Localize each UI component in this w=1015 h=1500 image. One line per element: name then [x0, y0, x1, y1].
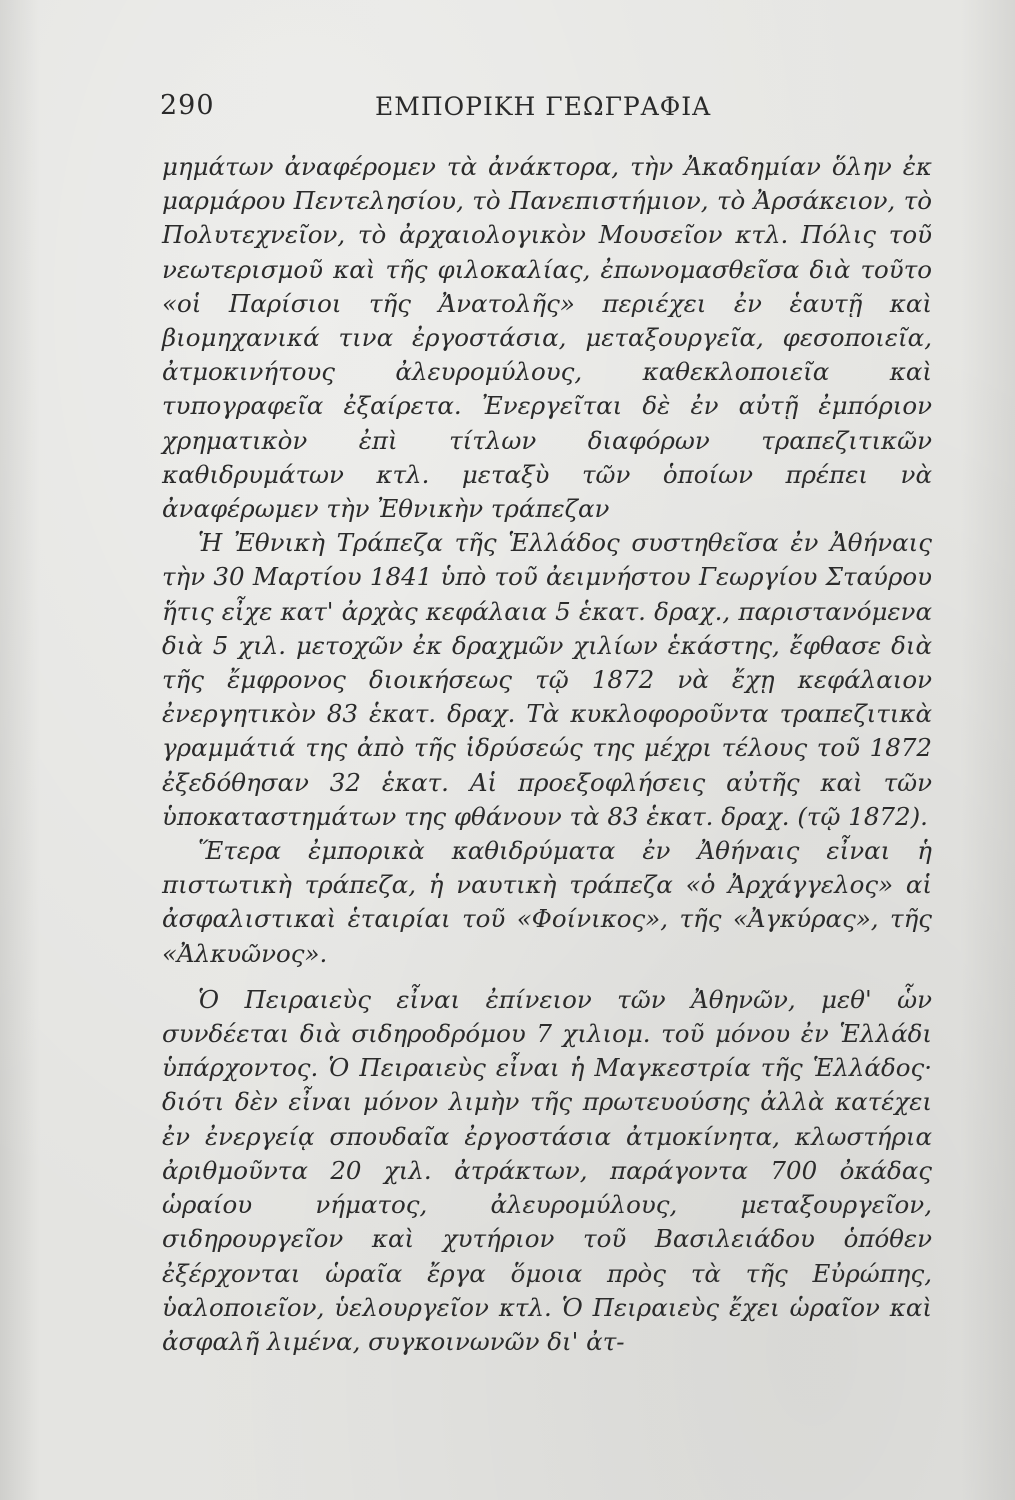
paragraph-piraeus: Ὁ Πειραιεὺς εἶναι ἐπίνειον τῶν Ἀθηνῶν, μεθ' ὧν συνδέεται διὰ σιδηροδρόμου 7 χιλιομ. τοῦ μόνου ἐν Ἑλλάδι ὑπάρχοντος. Ὁ Πειραιεὺς εἶναι ἡ Μαγκεστρία τῆς Ἑλλάδος· διότι δὲν εἶναι μόνον λιμὴν τῆς πρωτευούσης ἀλλὰ κατέχει ἐν ἐνεργείᾳ σπουδαῖα ἐργοστάσια ἀτμοκίνητα, κλωστήρια ἀριθμοῦντα 20 χιλ. ἀτράκτων, παράγοντα 700 ὀκάδας ὡραίου νήματος, ἀλευρομύλους, μεταξουργεῖον, σιδηρουργεῖον καὶ χυτήριον τοῦ Βασιλειάδου ὁπόθεν ἐξέρχονται ὡραῖα ἔργα ὅμοια πρὸς τὰ τῆς Εὐρώπης, ὑαλοποιεῖον, ὑελουργεῖον κτλ. Ὁ Πειραιεὺς ἔχει ὡραῖον καὶ ἀσφαλῆ λιμένα, συγκοινωνῶν δι' ἀτ- — [162, 984, 932, 1356]
paragraph-athens-buildings: μημάτων ἀναφέρομεν τὰ ἀνάκτορα, τὴν Ἀκαδημίαν ὅλην ἐκ μαρμάρου Πεντελησίου, τὸ Πανεπιστήμιον, τὸ Ἀρσάκειον, τὸ Πολυτεχνεῖον, τὸ ἀρχαιολογικὸν Μουσεῖον κτλ. Πόλις τοῦ νεωτερισμοῦ καὶ τῆς φιλοκαλίας, ἐπωνομασθεῖσα διὰ τοῦτο «οἱ Παρίσιοι τῆς Ἀνατολῆς» περιέχει ἐν ἑαυτῇ καὶ βιομηχανικά τινα ἐργοστάσια, μεταξουργεῖα, φεσοποιεῖα, ἀτμοκινήτους ἀλευρομύλους, καθεκλοποιεῖα καὶ τυπογραφεῖα ἐξαίρετα. Ἐνεργεῖται δὲ ἐν αὐτῇ ἐμπόριον χρηματικὸν ἐπὶ τίτλων διαφόρων τραπεζιτικῶν καθιδρυμάτων κτλ. μεταξὺ τῶν ὁποίων πρέπει νὰ ἀναφέρωμεν τὴν Ἐθνικὴν τράπεζαν — [162, 152, 932, 524]
body-text — [162, 150, 932, 1359]
paragraph-other-institutions: Ἕτερα ἐμπορικὰ καθιδρύματα ἐν Ἀθήναις εἶναι ἡ πιστωτικὴ τράπεζα, ἡ ναυτικὴ τράπεζα «ὁ Ἀρχάγγελος» αἱ ἀσφαλιστικαὶ ἑταιρίαι τοῦ «Φοίνικος», τῆς «Ἀγκύρας», τῆς «Ἀλκυῶνος». — [162, 836, 932, 968]
page-number: 290 — [160, 90, 215, 121]
paragraph-national-bank: Ἡ Ἐθνικὴ Τράπεζα τῆς Ἑλλάδος συστηθεῖσα ἐν Ἀθήναις τὴν 30 Μαρτίου 1841 ὑπὸ τοῦ ἀειμνήστου Γεωργίου Σταύρου ἥτις εἶχε κατ' ἀρχὰς κεφάλαια 5 ἑκατ. δραχ., παριστανόμενα διὰ 5 χιλ. μετοχῶν ἐκ δραχμῶν χιλίων ἑκάστης, ἔφθασε διὰ τῆς ἔμφρονος διοικήσεως τῷ 1872 νὰ ἔχῃ κεφάλαιον ἐνεργητικὸν 83 ἑκατ. δραχ. Τὰ κυκλοφοροῦντα τραπεζιτικὰ γραμμάτιά της ἀπὸ τῆς ἱδρύσεώς της μέχρι τέλους τοῦ 1872 ἐξεδόθησαν 32 ἑκατ. Αἱ προεξοφλήσεις αὐτῆς καὶ τῶν ὑποκαταστημάτων της φθάνουν τὰ 83 ἑκατ. δραχ. (τῷ 1872). — [162, 528, 932, 831]
running-head: ΕΜΠΟΡΙΚΗ ΓΕΩΓΡΑΦΙΑ — [375, 92, 712, 121]
page-header — [160, 88, 940, 128]
